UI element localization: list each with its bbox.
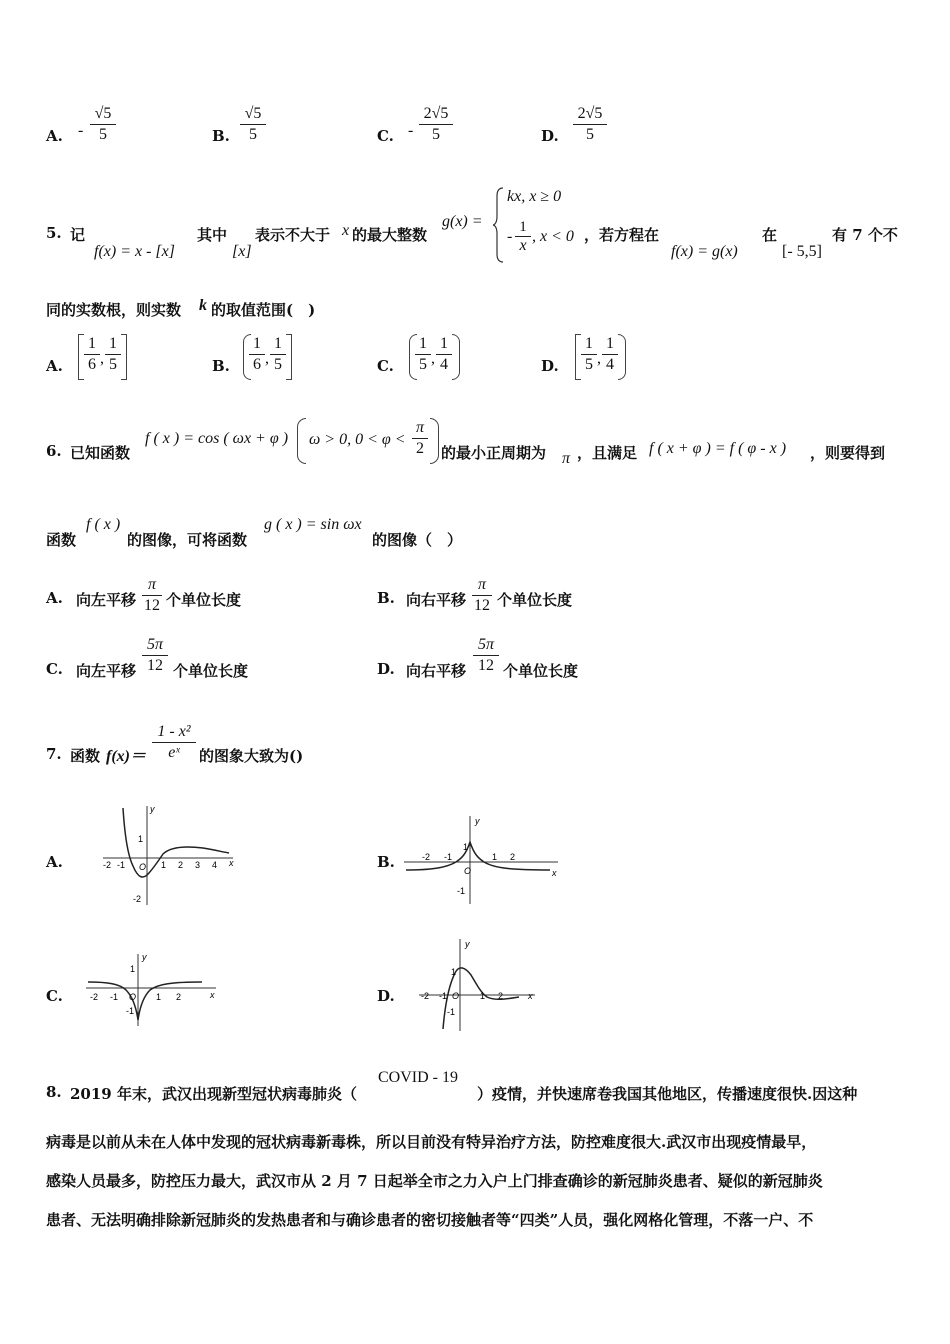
q6-line2-g: g ( x ) = sin ωx: [264, 516, 362, 533]
q5-a-n1: 1: [84, 334, 100, 355]
q5-line2-a: 同的实数根，则实数: [46, 301, 182, 319]
q5-d-frac1: [581, 334, 597, 375]
q5-c-right-open-paren: [452, 334, 460, 380]
q7-option-a-letter: A.: [46, 853, 63, 871]
q5-bracket-x: [x]: [232, 243, 252, 260]
q5-d-comma: ,: [597, 350, 601, 367]
q5-a-frac1: [84, 334, 100, 375]
q6-d-den: 12: [478, 657, 494, 674]
graph-c-tick-x1: -2: [90, 992, 99, 1002]
q6-text-1: 已知函数: [70, 444, 131, 462]
q6-option-c-text: 向左平移: [76, 662, 137, 680]
q8-text-1: 2019 年末，武汉出现新型冠状病毒肺炎（: [70, 1085, 357, 1103]
q6-two: 2: [416, 440, 424, 457]
q5-f-definition: f(x) = x - [x]: [94, 243, 175, 260]
q4-option-d-letter: D.: [541, 127, 559, 145]
graph-a-tick-y2: -2: [133, 894, 142, 904]
graph-b-tick-x2: -1: [444, 852, 453, 862]
q5-interval: [- 5,5]: [782, 243, 822, 260]
graph-b-x-label: x: [552, 868, 557, 878]
q6-option-d-unit: 个单位长度: [503, 662, 579, 680]
q8-number: 8.: [46, 1083, 62, 1101]
q5-line2-k: k: [199, 297, 207, 314]
q5-d-d1: 5: [585, 356, 593, 373]
q5-d-right-open-paren: [618, 334, 626, 380]
graph-b-tick-y2: -1: [457, 886, 466, 896]
q5-text-you: 有 7 个不: [832, 226, 898, 244]
graph-b-tick-x4: 2: [510, 852, 516, 862]
q6-text-2: 的最小正周期为: [441, 444, 547, 462]
q7-graph-c: [82, 950, 222, 1030]
q6-symmetry: f ( x + φ ) = f ( φ - x ): [649, 440, 787, 457]
q5-text-desc2: 的最大整数: [352, 226, 428, 244]
q6-condition: ω > 0, 0 < φ <: [309, 431, 406, 448]
q5-b-n2: 1: [270, 334, 286, 355]
graph-a-tick-x4: 2: [178, 860, 184, 870]
q5-number: 5.: [46, 224, 62, 242]
graph-b-tick-x1: -2: [422, 852, 431, 862]
graph-a-tick-x1: -2: [103, 860, 112, 870]
q5-g-case2-sign: -: [507, 228, 513, 245]
q4-option-d-fraction: [573, 104, 607, 145]
q6-number: 6.: [46, 442, 62, 460]
q7-text-1: 函数: [70, 747, 101, 765]
graph-d-tick-x1: -2: [421, 991, 430, 1001]
graph-d-x-label: x: [528, 991, 533, 1001]
q5-equation: f(x) = g(x): [671, 243, 738, 260]
q5-b-n1: 1: [249, 334, 265, 355]
q6-c-num: 5π: [142, 635, 168, 656]
q5-b-right-closed-bracket: [286, 334, 292, 380]
q5-c-d1: 5: [419, 356, 427, 373]
q8-line-4: 患者、无法明确排除新冠肺炎的发热患者和与确诊患者的密切接触者等“四类”人员，强化网格化管理，不落一户、不: [46, 1211, 814, 1229]
q7-option-d-letter: D.: [377, 987, 395, 1005]
graph-c-origin: O: [129, 992, 137, 1002]
q6-cond-left-paren: [297, 418, 306, 464]
q6-b-num: π: [472, 575, 492, 596]
q5-g-case2-num: 1: [515, 218, 531, 237]
q5-option-d-letter: D.: [541, 357, 559, 375]
graph-d-origin: O: [452, 991, 460, 1001]
q5-c-comma: ,: [431, 350, 435, 367]
graph-a-tick-y1: 1: [138, 834, 144, 844]
graph-a-y-label: y: [150, 804, 155, 814]
graph-c-x-label: x: [210, 990, 215, 1000]
q4-d-num: 2√5: [573, 104, 607, 125]
q4-a-den: 5: [99, 126, 107, 143]
graph-c-tick-x3: 1: [156, 992, 162, 1002]
graph-c-tick-y2: -1: [126, 1006, 135, 1016]
graph-b-y-label: y: [475, 816, 480, 826]
q5-b-d2: 5: [274, 356, 282, 373]
q6-option-b-unit: 个单位长度: [497, 591, 573, 609]
q6-line2-c: 的图像（ ）: [372, 531, 463, 549]
q5-a-d2: 5: [109, 356, 117, 373]
q7-graph-d: [415, 935, 540, 1035]
q4-option-a-sign: -: [78, 122, 84, 139]
graph-d-tick-x3: 1: [480, 991, 486, 1001]
q4-c-den: 5: [432, 126, 440, 143]
q5-c-n1: 1: [415, 334, 431, 355]
graph-c-tick-x4: 2: [176, 992, 182, 1002]
q4-b-num: √5: [240, 104, 266, 125]
graph-d-y-label: y: [465, 939, 470, 949]
q6-period: π: [562, 450, 571, 467]
q6-option-b-text: 向右平移: [406, 591, 467, 609]
q5-a-d1: 6: [88, 356, 96, 373]
q6-b-den: 12: [474, 597, 490, 614]
q7-text-2: 的图象大致为(): [199, 747, 304, 765]
q6-line2-b: 的图像，可将函数: [127, 531, 248, 549]
q4-option-a-letter: A.: [46, 127, 63, 145]
graph-c-tick-y1: 1: [130, 964, 136, 974]
q5-g-case1: kx, x ≥ 0: [507, 188, 562, 205]
q6-option-a-text: 向左平移: [76, 591, 137, 609]
q6-option-d-letter: D.: [377, 660, 395, 678]
q7-graph-a: [95, 800, 240, 910]
graph-b-origin: O: [464, 866, 472, 876]
graph-a-tick-x3: 1: [161, 860, 167, 870]
q6-option-c-fraction: [142, 635, 168, 676]
q5-c-frac2: [436, 334, 452, 375]
q6-option-c-unit: 个单位长度: [173, 662, 249, 680]
q6-option-a-letter: A.: [46, 589, 63, 607]
q5-b-frac2: [270, 334, 286, 375]
q5-g-case2-cond: , x < 0: [532, 228, 574, 245]
graph-a-tick-x2: -1: [117, 860, 126, 870]
graph-a-tick-x6: 4: [212, 860, 218, 870]
q4-option-a-fraction: [90, 104, 116, 145]
q6-line2-a: 函数: [46, 531, 77, 549]
q5-b-d1: 6: [253, 356, 261, 373]
q8-line-2: 病毒是以前从未在人体中发现的冠状病毒新毒株，所以目前没有特异治疗方法，防控难度很大.武汉市出现疫情最早，: [46, 1133, 817, 1151]
q4-option-c-sign: -: [408, 122, 414, 139]
q5-text-ji: 记: [70, 226, 86, 244]
graph-d-tick-y2: -1: [447, 1007, 456, 1017]
q5-text-x: x: [342, 222, 350, 239]
q6-line2-f: f ( x ): [86, 516, 121, 533]
q5-c-n2: 1: [436, 334, 452, 355]
q8-covid: COVID - 19: [378, 1069, 458, 1086]
q4-b-den: 5: [249, 126, 257, 143]
q7-num: 1 - x²: [152, 722, 196, 743]
q5-g-label: g(x) =: [442, 213, 483, 230]
q8-text-2: ）疫情，并快速席卷我国其他地区，传播速度很快.因这种: [477, 1085, 858, 1103]
q6-d-num: 5π: [473, 635, 499, 656]
q5-d-n2: 1: [602, 334, 618, 355]
q7-graph-b: [400, 812, 565, 907]
q5-a-right-closed-bracket: [121, 334, 127, 380]
q6-text-4: ，则要得到: [810, 444, 886, 462]
q5-a-n2: 1: [105, 334, 121, 355]
graph-d-tick-x4: 2: [498, 991, 504, 1001]
q5-c-d2: 4: [440, 356, 448, 373]
q7-fraction: [152, 722, 196, 763]
q5-a-frac2: [105, 334, 121, 375]
q6-cond-right-paren: [430, 418, 439, 464]
q6-option-d-fraction: [473, 635, 499, 676]
graph-d-tick-y1: 1: [451, 967, 457, 977]
q5-d-frac2: [602, 334, 618, 375]
q7-option-c-letter: C.: [46, 987, 63, 1005]
q6-option-b-letter: B.: [377, 589, 395, 607]
graph-a-origin: O: [139, 862, 147, 872]
q6-option-a-unit: 个单位长度: [166, 591, 242, 609]
q4-option-b-letter: B.: [212, 127, 230, 145]
q7-fx: f(x)＝: [106, 748, 146, 765]
q5-b-frac1: [249, 334, 265, 375]
q6-pi-over-2: [412, 418, 428, 459]
graph-d-tick-x2: -1: [439, 991, 448, 1001]
q6-a-den: 12: [144, 597, 160, 614]
q5-c-frac1: [415, 334, 431, 375]
q8-line-3: 感染人员最多，防控压力最大，武汉市从 2 月 7 日起举全市之力入户上门排查确诊的新冠肺炎患者、疑似的新冠肺炎: [46, 1172, 823, 1190]
q6-option-d-text: 向右平移: [406, 662, 467, 680]
q5-g-case2-fraction: [515, 218, 531, 255]
q5-option-b-letter: B.: [212, 357, 230, 375]
q5-line2-b: 的取值范围( ): [211, 301, 316, 319]
graph-b-tick-y1: 1: [463, 842, 469, 852]
q7-number: 7.: [46, 745, 62, 763]
q6-f-expression: f ( x ) = cos ( ωx + φ ): [145, 430, 289, 447]
q4-c-num: 2√5: [419, 104, 453, 125]
q7-option-b-letter: B.: [377, 853, 395, 871]
q5-option-c-letter: C.: [377, 357, 394, 375]
graph-a-x-label: x: [229, 858, 234, 868]
q4-option-c-letter: C.: [377, 127, 394, 145]
q6-text-3: ，且满足: [577, 444, 638, 462]
q6-option-b-fraction: [472, 575, 492, 616]
q4-option-c-fraction: [419, 104, 453, 145]
q6-option-a-fraction: [142, 575, 162, 616]
q6-c-den: 12: [147, 657, 163, 674]
q5-text-desc: 表示不大于: [255, 226, 331, 244]
q5-text-zai: 在: [762, 226, 778, 244]
q7-den: eˣ: [168, 744, 180, 761]
graph-b-tick-x3: 1: [492, 852, 498, 862]
q5-text-qizhong: 其中: [197, 226, 228, 244]
q5-g-case2-den: x: [519, 237, 527, 254]
graph-c-tick-x2: -1: [110, 992, 119, 1002]
q6-pi: π: [412, 418, 428, 439]
q5-option-a-letter: A.: [46, 357, 63, 375]
q4-a-num: √5: [90, 104, 116, 125]
q5-d-d2: 4: [606, 356, 614, 373]
q5-text-ruo: ，若方程在: [584, 226, 660, 244]
q5-d-n1: 1: [581, 334, 597, 355]
graph-c-y-label: y: [142, 952, 147, 962]
q4-d-den: 5: [586, 126, 594, 143]
q5-a-comma: ,: [100, 350, 104, 367]
q6-option-c-letter: C.: [46, 660, 63, 678]
q6-a-num: π: [142, 575, 162, 596]
q5-piecewise-brace: [493, 186, 505, 264]
q5-b-comma: ,: [265, 350, 269, 367]
q4-option-b-fraction: [240, 104, 266, 145]
graph-a-tick-x5: 3: [195, 860, 201, 870]
